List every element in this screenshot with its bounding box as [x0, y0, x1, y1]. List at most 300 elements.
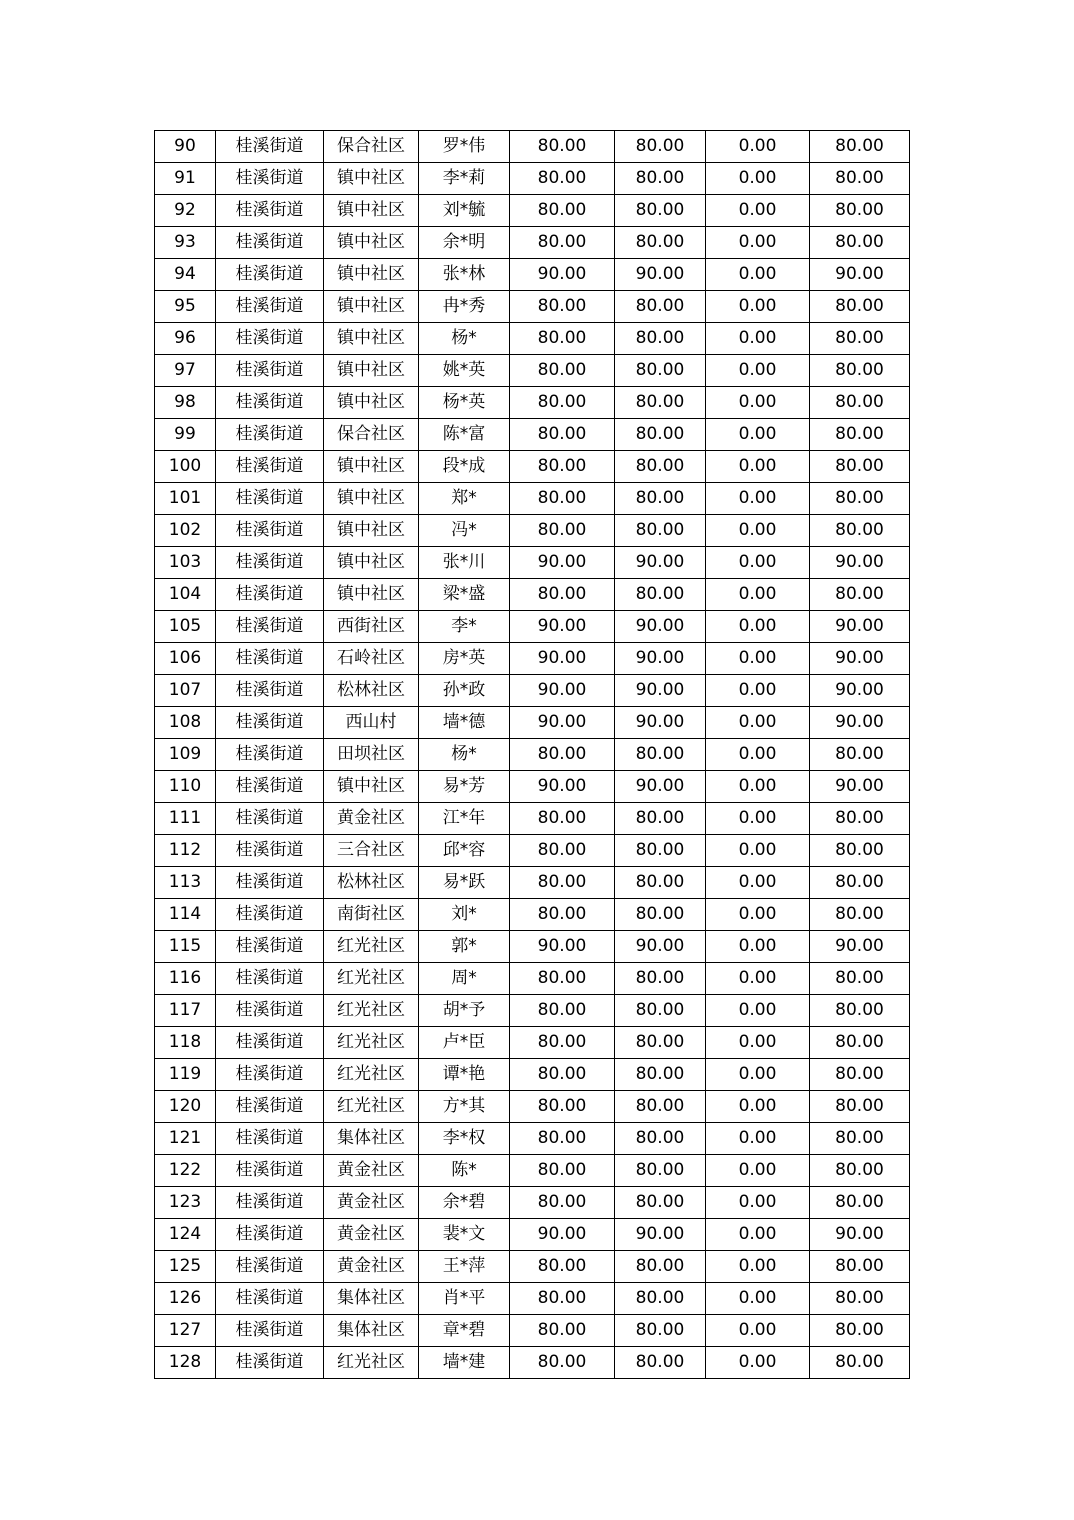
table-row — [155, 451, 910, 483]
amount-b-cell: 80.00 — [615, 803, 706, 835]
amount-a-cell: 80.00 — [510, 1347, 615, 1379]
name-cell: 房*英 — [419, 643, 510, 675]
street-cell: 桂溪街道 — [216, 1155, 324, 1187]
amount-d-cell: 80.00 — [810, 291, 910, 323]
street-cell: 桂溪街道 — [216, 483, 324, 515]
serial-cell: 122 — [155, 1155, 216, 1187]
table-row — [155, 1347, 910, 1379]
amount-d-cell: 80.00 — [810, 835, 910, 867]
name-cell: 王*萍 — [419, 1251, 510, 1283]
amount-a-cell: 80.00 — [510, 739, 615, 771]
amount-c-cell: 0.00 — [706, 547, 810, 579]
street-cell: 桂溪街道 — [216, 1347, 324, 1379]
amount-a-cell: 80.00 — [510, 291, 615, 323]
serial-cell: 116 — [155, 963, 216, 995]
name-cell: 李*权 — [419, 1123, 510, 1155]
table-row — [155, 419, 910, 451]
amount-a-cell: 80.00 — [510, 1155, 615, 1187]
amount-a-cell: 80.00 — [510, 483, 615, 515]
amount-b-cell: 80.00 — [615, 1251, 706, 1283]
serial-cell: 120 — [155, 1091, 216, 1123]
amount-b-cell: 80.00 — [615, 1283, 706, 1315]
amount-c-cell: 0.00 — [706, 1187, 810, 1219]
community-cell: 南街社区 — [324, 899, 419, 931]
community-cell: 保合社区 — [324, 131, 419, 163]
table-row — [155, 163, 910, 195]
amount-a-cell: 80.00 — [510, 515, 615, 547]
amount-c-cell: 0.00 — [706, 707, 810, 739]
amount-d-cell: 80.00 — [810, 867, 910, 899]
amount-b-cell: 80.00 — [615, 995, 706, 1027]
serial-cell: 106 — [155, 643, 216, 675]
name-cell: 刘* — [419, 899, 510, 931]
serial-cell: 114 — [155, 899, 216, 931]
name-cell: 罗*伟 — [419, 131, 510, 163]
table-row — [155, 611, 910, 643]
name-cell: 张*林 — [419, 259, 510, 291]
amount-c-cell: 0.00 — [706, 1123, 810, 1155]
amount-b-cell: 80.00 — [615, 483, 706, 515]
street-cell: 桂溪街道 — [216, 1251, 324, 1283]
serial-cell: 121 — [155, 1123, 216, 1155]
amount-a-cell: 80.00 — [510, 451, 615, 483]
community-cell: 保合社区 — [324, 419, 419, 451]
amount-d-cell: 80.00 — [810, 323, 910, 355]
table-row — [155, 739, 910, 771]
table-row — [155, 259, 910, 291]
table-row — [155, 1251, 910, 1283]
table-row — [155, 1059, 910, 1091]
community-cell: 镇中社区 — [324, 579, 419, 611]
table-body — [155, 131, 910, 1379]
amount-c-cell: 0.00 — [706, 131, 810, 163]
amount-a-cell: 90.00 — [510, 1219, 615, 1251]
street-cell: 桂溪街道 — [216, 1315, 324, 1347]
name-cell: 冯* — [419, 515, 510, 547]
community-cell: 黄金社区 — [324, 803, 419, 835]
community-cell: 黄金社区 — [324, 1187, 419, 1219]
amount-d-cell: 90.00 — [810, 771, 910, 803]
amount-d-cell: 80.00 — [810, 963, 910, 995]
amount-b-cell: 80.00 — [615, 387, 706, 419]
amount-a-cell: 80.00 — [510, 995, 615, 1027]
name-cell: 张*川 — [419, 547, 510, 579]
amount-c-cell: 0.00 — [706, 323, 810, 355]
serial-cell: 115 — [155, 931, 216, 963]
amount-a-cell: 80.00 — [510, 1059, 615, 1091]
amount-d-cell: 80.00 — [810, 355, 910, 387]
amount-b-cell: 90.00 — [615, 1219, 706, 1251]
serial-cell: 103 — [155, 547, 216, 579]
street-cell: 桂溪街道 — [216, 835, 324, 867]
amount-a-cell: 80.00 — [510, 1187, 615, 1219]
amount-d-cell: 80.00 — [810, 1315, 910, 1347]
street-cell: 桂溪街道 — [216, 739, 324, 771]
serial-cell: 117 — [155, 995, 216, 1027]
amount-c-cell: 0.00 — [706, 579, 810, 611]
serial-cell: 99 — [155, 419, 216, 451]
serial-cell: 102 — [155, 515, 216, 547]
amount-a-cell: 80.00 — [510, 419, 615, 451]
amount-a-cell: 80.00 — [510, 163, 615, 195]
amount-a-cell: 80.00 — [510, 1251, 615, 1283]
community-cell: 黄金社区 — [324, 1219, 419, 1251]
name-cell: 易*跃 — [419, 867, 510, 899]
table-row — [155, 1219, 910, 1251]
serial-cell: 104 — [155, 579, 216, 611]
amount-b-cell: 90.00 — [615, 643, 706, 675]
street-cell: 桂溪街道 — [216, 1283, 324, 1315]
table-row — [155, 547, 910, 579]
amount-c-cell: 0.00 — [706, 739, 810, 771]
name-cell: 刘*毓 — [419, 195, 510, 227]
amount-c-cell: 0.00 — [706, 771, 810, 803]
table-row — [155, 227, 910, 259]
name-cell: 方*其 — [419, 1091, 510, 1123]
amount-b-cell: 80.00 — [615, 355, 706, 387]
amount-b-cell: 80.00 — [615, 579, 706, 611]
amount-a-cell: 90.00 — [510, 611, 615, 643]
serial-cell: 124 — [155, 1219, 216, 1251]
table-row — [155, 1091, 910, 1123]
street-cell: 桂溪街道 — [216, 163, 324, 195]
street-cell: 桂溪街道 — [216, 867, 324, 899]
amount-c-cell: 0.00 — [706, 387, 810, 419]
street-cell: 桂溪街道 — [216, 611, 324, 643]
name-cell: 邱*容 — [419, 835, 510, 867]
amount-a-cell: 80.00 — [510, 195, 615, 227]
name-cell: 冉*秀 — [419, 291, 510, 323]
table-row — [155, 1283, 910, 1315]
community-cell: 红光社区 — [324, 1059, 419, 1091]
amount-d-cell: 90.00 — [810, 643, 910, 675]
name-cell: 墙*建 — [419, 1347, 510, 1379]
community-cell: 松林社区 — [324, 675, 419, 707]
community-cell: 镇中社区 — [324, 195, 419, 227]
name-cell: 郑* — [419, 483, 510, 515]
table-row — [155, 771, 910, 803]
community-cell: 镇中社区 — [324, 387, 419, 419]
amount-b-cell: 90.00 — [615, 547, 706, 579]
amount-b-cell: 90.00 — [615, 931, 706, 963]
community-cell: 石岭社区 — [324, 643, 419, 675]
street-cell: 桂溪街道 — [216, 355, 324, 387]
amount-a-cell: 80.00 — [510, 1027, 615, 1059]
amount-d-cell: 80.00 — [810, 1059, 910, 1091]
street-cell: 桂溪街道 — [216, 579, 324, 611]
amount-d-cell: 90.00 — [810, 707, 910, 739]
community-cell: 镇中社区 — [324, 323, 419, 355]
community-cell: 黄金社区 — [324, 1155, 419, 1187]
amount-a-cell: 80.00 — [510, 323, 615, 355]
amount-a-cell: 80.00 — [510, 131, 615, 163]
street-cell: 桂溪街道 — [216, 547, 324, 579]
amount-d-cell: 80.00 — [810, 1283, 910, 1315]
serial-cell: 101 — [155, 483, 216, 515]
name-cell: 卢*臣 — [419, 1027, 510, 1059]
amount-d-cell: 80.00 — [810, 1155, 910, 1187]
amount-b-cell: 80.00 — [615, 1091, 706, 1123]
amount-d-cell: 80.00 — [810, 1027, 910, 1059]
amount-b-cell: 80.00 — [615, 451, 706, 483]
street-cell: 桂溪街道 — [216, 1187, 324, 1219]
serial-cell: 119 — [155, 1059, 216, 1091]
amount-a-cell: 80.00 — [510, 1123, 615, 1155]
street-cell: 桂溪街道 — [216, 963, 324, 995]
serial-cell: 113 — [155, 867, 216, 899]
amount-d-cell: 90.00 — [810, 611, 910, 643]
amount-c-cell: 0.00 — [706, 963, 810, 995]
community-cell: 镇中社区 — [324, 291, 419, 323]
amount-c-cell: 0.00 — [706, 483, 810, 515]
name-cell: 周* — [419, 963, 510, 995]
serial-cell: 93 — [155, 227, 216, 259]
amount-a-cell: 80.00 — [510, 579, 615, 611]
amount-d-cell: 80.00 — [810, 995, 910, 1027]
community-cell: 红光社区 — [324, 995, 419, 1027]
serial-cell: 105 — [155, 611, 216, 643]
name-cell: 杨* — [419, 323, 510, 355]
street-cell: 桂溪街道 — [216, 1091, 324, 1123]
amount-d-cell: 80.00 — [810, 483, 910, 515]
amount-a-cell: 90.00 — [510, 675, 615, 707]
name-cell: 姚*英 — [419, 355, 510, 387]
table-row — [155, 1315, 910, 1347]
table-row — [155, 803, 910, 835]
table-row — [155, 387, 910, 419]
amount-b-cell: 80.00 — [615, 131, 706, 163]
name-cell: 余*明 — [419, 227, 510, 259]
amount-b-cell: 80.00 — [615, 867, 706, 899]
serial-cell: 95 — [155, 291, 216, 323]
street-cell: 桂溪街道 — [216, 771, 324, 803]
table-row — [155, 867, 910, 899]
name-cell: 易*芳 — [419, 771, 510, 803]
serial-cell: 123 — [155, 1187, 216, 1219]
amount-b-cell: 80.00 — [615, 323, 706, 355]
amount-c-cell: 0.00 — [706, 1059, 810, 1091]
amount-d-cell: 80.00 — [810, 227, 910, 259]
amount-b-cell: 80.00 — [615, 195, 706, 227]
table-row — [155, 995, 910, 1027]
community-cell: 红光社区 — [324, 1027, 419, 1059]
amount-b-cell: 80.00 — [615, 739, 706, 771]
amount-b-cell: 90.00 — [615, 675, 706, 707]
amount-b-cell: 90.00 — [615, 707, 706, 739]
serial-cell: 92 — [155, 195, 216, 227]
community-cell: 黄金社区 — [324, 1251, 419, 1283]
amount-c-cell: 0.00 — [706, 1315, 810, 1347]
table-row — [155, 483, 910, 515]
street-cell: 桂溪街道 — [216, 1219, 324, 1251]
amount-b-cell: 80.00 — [615, 419, 706, 451]
amount-a-cell: 80.00 — [510, 227, 615, 259]
serial-cell: 96 — [155, 323, 216, 355]
amount-d-cell: 80.00 — [810, 1251, 910, 1283]
community-cell: 镇中社区 — [324, 259, 419, 291]
name-cell: 肖*平 — [419, 1283, 510, 1315]
amount-d-cell: 90.00 — [810, 931, 910, 963]
community-cell: 红光社区 — [324, 963, 419, 995]
table-row — [155, 579, 910, 611]
serial-cell: 97 — [155, 355, 216, 387]
amount-d-cell: 80.00 — [810, 419, 910, 451]
community-cell: 红光社区 — [324, 931, 419, 963]
table-row — [155, 707, 910, 739]
amount-b-cell: 80.00 — [615, 1187, 706, 1219]
amount-d-cell: 80.00 — [810, 131, 910, 163]
street-cell: 桂溪街道 — [216, 387, 324, 419]
name-cell: 陈* — [419, 1155, 510, 1187]
amount-a-cell: 90.00 — [510, 707, 615, 739]
table-row — [155, 515, 910, 547]
serial-cell: 98 — [155, 387, 216, 419]
amount-d-cell: 80.00 — [810, 387, 910, 419]
table-row — [155, 1027, 910, 1059]
amount-c-cell: 0.00 — [706, 1219, 810, 1251]
community-cell: 镇中社区 — [324, 483, 419, 515]
amount-c-cell: 0.00 — [706, 1347, 810, 1379]
amount-b-cell: 80.00 — [615, 1027, 706, 1059]
serial-cell: 110 — [155, 771, 216, 803]
serial-cell: 109 — [155, 739, 216, 771]
table-row — [155, 675, 910, 707]
amount-a-cell: 80.00 — [510, 1091, 615, 1123]
table-row — [155, 291, 910, 323]
name-cell: 章*碧 — [419, 1315, 510, 1347]
amount-b-cell: 80.00 — [615, 1315, 706, 1347]
serial-cell: 94 — [155, 259, 216, 291]
community-cell: 镇中社区 — [324, 451, 419, 483]
amount-b-cell: 80.00 — [615, 163, 706, 195]
amount-c-cell: 0.00 — [706, 931, 810, 963]
community-cell: 镇中社区 — [324, 515, 419, 547]
street-cell: 桂溪街道 — [216, 227, 324, 259]
amount-a-cell: 80.00 — [510, 1315, 615, 1347]
amount-d-cell: 80.00 — [810, 163, 910, 195]
amount-c-cell: 0.00 — [706, 355, 810, 387]
name-cell: 郭* — [419, 931, 510, 963]
serial-cell: 107 — [155, 675, 216, 707]
amount-d-cell: 80.00 — [810, 739, 910, 771]
street-cell: 桂溪街道 — [216, 675, 324, 707]
table-row — [155, 1155, 910, 1187]
street-cell: 桂溪街道 — [216, 291, 324, 323]
name-cell: 段*成 — [419, 451, 510, 483]
table-row — [155, 963, 910, 995]
amount-a-cell: 90.00 — [510, 259, 615, 291]
street-cell: 桂溪街道 — [216, 323, 324, 355]
name-cell: 李*莉 — [419, 163, 510, 195]
amount-d-cell: 80.00 — [810, 1123, 910, 1155]
amount-c-cell: 0.00 — [706, 291, 810, 323]
amount-c-cell: 0.00 — [706, 643, 810, 675]
table-row — [155, 323, 910, 355]
community-cell: 镇中社区 — [324, 547, 419, 579]
name-cell: 谭*艳 — [419, 1059, 510, 1091]
community-cell: 镇中社区 — [324, 163, 419, 195]
amount-c-cell: 0.00 — [706, 451, 810, 483]
community-cell: 红光社区 — [324, 1091, 419, 1123]
street-cell: 桂溪街道 — [216, 899, 324, 931]
table-row — [155, 131, 910, 163]
amount-d-cell: 90.00 — [810, 259, 910, 291]
amount-d-cell: 90.00 — [810, 675, 910, 707]
street-cell: 桂溪街道 — [216, 707, 324, 739]
name-cell: 陈*富 — [419, 419, 510, 451]
serial-cell: 108 — [155, 707, 216, 739]
street-cell: 桂溪街道 — [216, 1123, 324, 1155]
street-cell: 桂溪街道 — [216, 419, 324, 451]
amount-b-cell: 90.00 — [615, 771, 706, 803]
amount-a-cell: 80.00 — [510, 355, 615, 387]
serial-cell: 111 — [155, 803, 216, 835]
amount-c-cell: 0.00 — [706, 259, 810, 291]
street-cell: 桂溪街道 — [216, 451, 324, 483]
amount-b-cell: 80.00 — [615, 515, 706, 547]
amount-d-cell: 80.00 — [810, 1347, 910, 1379]
amount-c-cell: 0.00 — [706, 515, 810, 547]
amount-c-cell: 0.00 — [706, 899, 810, 931]
street-cell: 桂溪街道 — [216, 1059, 324, 1091]
community-cell: 集体社区 — [324, 1123, 419, 1155]
name-cell: 江*年 — [419, 803, 510, 835]
table-row — [155, 835, 910, 867]
amount-c-cell: 0.00 — [706, 419, 810, 451]
name-cell: 李* — [419, 611, 510, 643]
serial-cell: 127 — [155, 1315, 216, 1347]
amount-d-cell: 80.00 — [810, 579, 910, 611]
community-cell: 集体社区 — [324, 1315, 419, 1347]
serial-cell: 90 — [155, 131, 216, 163]
amount-b-cell: 90.00 — [615, 611, 706, 643]
street-cell: 桂溪街道 — [216, 1027, 324, 1059]
name-cell: 梁*盛 — [419, 579, 510, 611]
community-cell: 三合社区 — [324, 835, 419, 867]
amount-b-cell: 80.00 — [615, 291, 706, 323]
street-cell: 桂溪街道 — [216, 803, 324, 835]
community-cell: 集体社区 — [324, 1283, 419, 1315]
name-cell: 孙*政 — [419, 675, 510, 707]
amount-c-cell: 0.00 — [706, 867, 810, 899]
amount-b-cell: 80.00 — [615, 227, 706, 259]
amount-a-cell: 80.00 — [510, 899, 615, 931]
amount-d-cell: 80.00 — [810, 515, 910, 547]
name-cell: 裴*文 — [419, 1219, 510, 1251]
serial-cell: 128 — [155, 1347, 216, 1379]
amount-d-cell: 90.00 — [810, 1219, 910, 1251]
amount-d-cell: 80.00 — [810, 451, 910, 483]
amount-b-cell: 80.00 — [615, 899, 706, 931]
amount-a-cell: 90.00 — [510, 771, 615, 803]
amount-d-cell: 80.00 — [810, 1187, 910, 1219]
amount-a-cell: 90.00 — [510, 931, 615, 963]
table-row — [155, 643, 910, 675]
name-cell: 胡*予 — [419, 995, 510, 1027]
community-cell: 田坝社区 — [324, 739, 419, 771]
table-row — [155, 195, 910, 227]
serial-cell: 100 — [155, 451, 216, 483]
amount-a-cell: 80.00 — [510, 963, 615, 995]
serial-cell: 118 — [155, 1027, 216, 1059]
community-cell: 西街社区 — [324, 611, 419, 643]
amount-a-cell: 90.00 — [510, 547, 615, 579]
table-row — [155, 931, 910, 963]
serial-cell: 112 — [155, 835, 216, 867]
amount-d-cell: 80.00 — [810, 1091, 910, 1123]
amount-c-cell: 0.00 — [706, 835, 810, 867]
serial-cell: 125 — [155, 1251, 216, 1283]
